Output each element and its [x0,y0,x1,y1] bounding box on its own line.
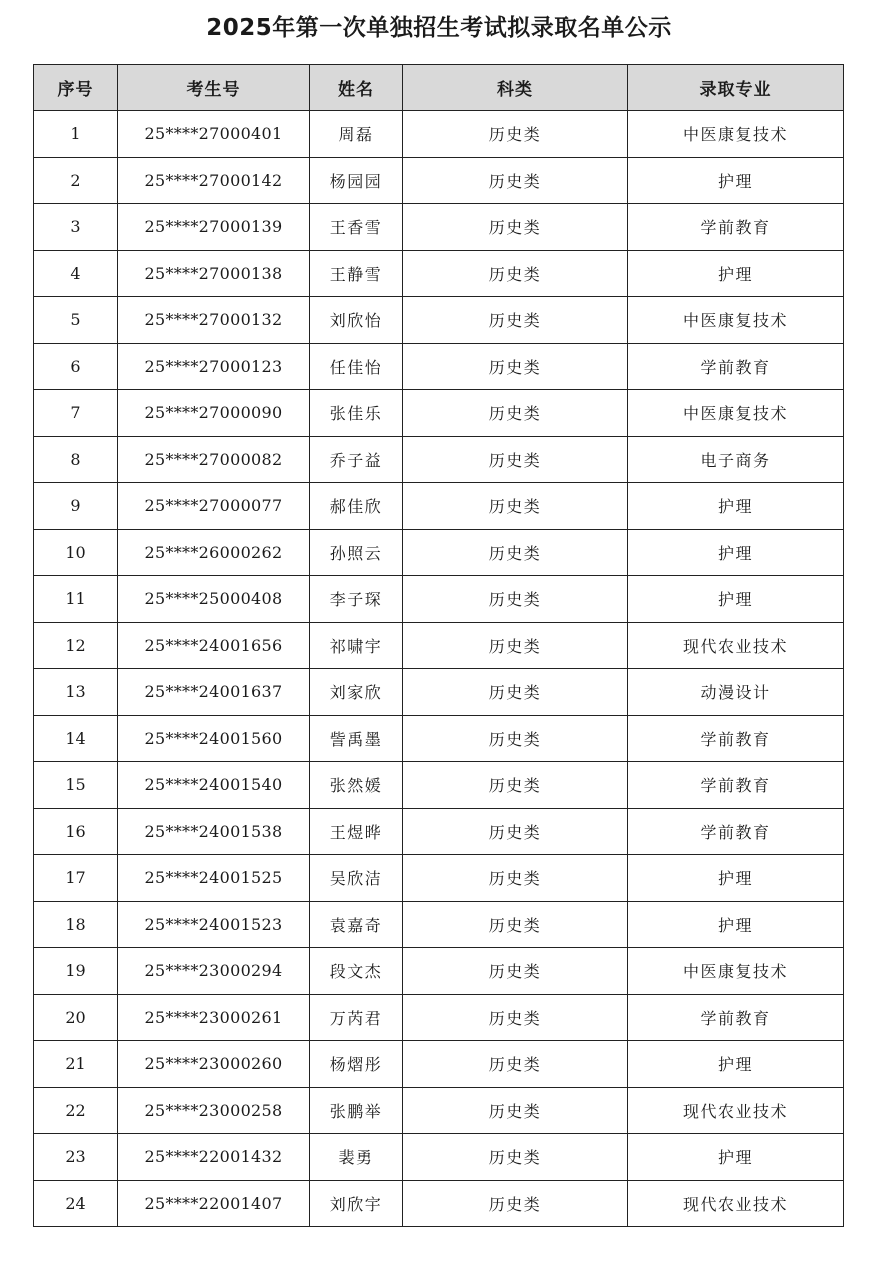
major-cell: 护理 [628,576,844,623]
table-row [34,576,844,623]
name-cell: 王香雪 [310,204,403,251]
name-cell: 訾禹墨 [310,715,403,762]
category-cell: 历史类 [403,343,628,390]
header-row [34,65,844,111]
table-row [34,808,844,855]
category-cell: 历史类 [403,762,628,809]
seq-cell: 3 [34,204,118,251]
category-cell: 历史类 [403,483,628,530]
exam-number-cell: 25****27000090 [118,390,310,437]
column-header-major: 录取专业 [628,65,844,111]
table-row [34,901,844,948]
table-row [34,343,844,390]
table-row [34,715,844,762]
exam-number-cell: 25****23000294 [118,948,310,995]
table-body [34,111,844,1227]
name-cell: 刘家欣 [310,669,403,716]
category-cell: 历史类 [403,436,628,483]
exam-number-cell: 25****27000123 [118,343,310,390]
name-cell: 张然媛 [310,762,403,809]
major-cell: 护理 [628,529,844,576]
column-header-exam-number: 考生号 [118,65,310,111]
exam-number-cell: 25****27000138 [118,250,310,297]
category-cell: 历史类 [403,250,628,297]
category-cell: 历史类 [403,669,628,716]
major-cell: 中医康复技术 [628,111,844,158]
exam-number-cell: 25****27000142 [118,157,310,204]
category-cell: 历史类 [403,715,628,762]
major-cell: 学前教育 [628,994,844,1041]
seq-cell: 22 [34,1087,118,1134]
name-cell: 段文杰 [310,948,403,995]
seq-cell: 11 [34,576,118,623]
seq-cell: 15 [34,762,118,809]
table-row [34,1180,844,1227]
name-cell: 王煜晔 [310,808,403,855]
table-row [34,762,844,809]
major-cell: 中医康复技术 [628,297,844,344]
exam-number-cell: 25****26000262 [118,529,310,576]
exam-number-cell: 25****25000408 [118,576,310,623]
table-row [34,948,844,995]
category-cell: 历史类 [403,157,628,204]
name-cell: 吴欣洁 [310,855,403,902]
name-cell: 张鹏举 [310,1087,403,1134]
name-cell: 袁嘉奇 [310,901,403,948]
seq-cell: 12 [34,622,118,669]
table-row [34,1134,844,1181]
seq-cell: 7 [34,390,118,437]
exam-number-cell: 25****27000077 [118,483,310,530]
seq-cell: 9 [34,483,118,530]
major-cell: 护理 [628,1134,844,1181]
table-row [34,855,844,902]
page-title: 2025年第一次单独招生考试拟录取名单公示 [206,15,672,41]
major-cell: 动漫设计 [628,669,844,716]
table-row [34,390,844,437]
category-cell: 历史类 [403,576,628,623]
name-cell: 祁啸宇 [310,622,403,669]
seq-cell: 6 [34,343,118,390]
category-cell: 历史类 [403,529,628,576]
seq-cell: 1 [34,111,118,158]
name-cell: 杨熠彤 [310,1041,403,1088]
exam-number-cell: 25****23000258 [118,1087,310,1134]
column-header-seq: 序号 [34,65,118,111]
seq-cell: 10 [34,529,118,576]
seq-cell: 2 [34,157,118,204]
category-cell: 历史类 [403,855,628,902]
table-header [34,65,844,111]
major-cell: 电子商务 [628,436,844,483]
category-cell: 历史类 [403,808,628,855]
major-cell: 护理 [628,1041,844,1088]
exam-number-cell: 25****27000132 [118,297,310,344]
major-cell: 学前教育 [628,204,844,251]
exam-number-cell: 25****24001523 [118,901,310,948]
table-row [34,157,844,204]
name-cell: 任佳怡 [310,343,403,390]
category-cell: 历史类 [403,297,628,344]
seq-cell: 19 [34,948,118,995]
name-cell: 杨园园 [310,157,403,204]
exam-number-cell: 25****24001525 [118,855,310,902]
seq-cell: 16 [34,808,118,855]
category-cell: 历史类 [403,1041,628,1088]
name-cell: 张佳乐 [310,390,403,437]
table-row [34,529,844,576]
name-cell: 王静雪 [310,250,403,297]
table-row [34,436,844,483]
category-cell: 历史类 [403,111,628,158]
table-row [34,297,844,344]
category-cell: 历史类 [403,901,628,948]
major-cell: 护理 [628,901,844,948]
table-row [34,111,844,158]
name-cell: 郝佳欣 [310,483,403,530]
name-cell: 乔子益 [310,436,403,483]
exam-number-cell: 25****24001560 [118,715,310,762]
exam-number-cell: 25****27000401 [118,111,310,158]
exam-number-cell: 25****22001432 [118,1134,310,1181]
name-cell: 裴勇 [310,1134,403,1181]
seq-cell: 17 [34,855,118,902]
table-row [34,1087,844,1134]
major-cell: 护理 [628,855,844,902]
seq-cell: 18 [34,901,118,948]
major-cell: 护理 [628,250,844,297]
major-cell: 中医康复技术 [628,948,844,995]
seq-cell: 8 [34,436,118,483]
major-cell: 学前教育 [628,715,844,762]
admission-table [33,64,844,1227]
seq-cell: 21 [34,1041,118,1088]
category-cell: 历史类 [403,948,628,995]
exam-number-cell: 25****23000260 [118,1041,310,1088]
exam-number-cell: 25****24001656 [118,622,310,669]
major-cell: 护理 [628,483,844,530]
name-cell: 刘欣怡 [310,297,403,344]
exam-number-cell: 25****27000139 [118,204,310,251]
table-row [34,204,844,251]
seq-cell: 24 [34,1180,118,1227]
major-cell: 护理 [628,157,844,204]
category-cell: 历史类 [403,204,628,251]
table-row [34,622,844,669]
exam-number-cell: 25****24001540 [118,762,310,809]
name-cell: 万芮君 [310,994,403,1041]
category-cell: 历史类 [403,1134,628,1181]
category-cell: 历史类 [403,622,628,669]
table-row [34,1041,844,1088]
seq-cell: 13 [34,669,118,716]
category-cell: 历史类 [403,390,628,437]
exam-number-cell: 25****24001637 [118,669,310,716]
seq-cell: 23 [34,1134,118,1181]
major-cell: 中医康复技术 [628,390,844,437]
seq-cell: 20 [34,994,118,1041]
seq-cell: 14 [34,715,118,762]
exam-number-cell: 25****24001538 [118,808,310,855]
major-cell: 现代农业技术 [628,622,844,669]
major-cell: 学前教育 [628,808,844,855]
category-cell: 历史类 [403,994,628,1041]
table-row [34,250,844,297]
category-cell: 历史类 [403,1180,628,1227]
seq-cell: 4 [34,250,118,297]
name-cell: 李子琛 [310,576,403,623]
exam-number-cell: 25****23000261 [118,994,310,1041]
seq-cell: 5 [34,297,118,344]
exam-number-cell: 25****27000082 [118,436,310,483]
column-header-category: 科类 [403,65,628,111]
exam-number-cell: 25****22001407 [118,1180,310,1227]
name-cell: 刘欣宇 [310,1180,403,1227]
table-row [34,669,844,716]
name-cell: 孙照云 [310,529,403,576]
major-cell: 学前教育 [628,762,844,809]
major-cell: 现代农业技术 [628,1180,844,1227]
table-row [34,994,844,1041]
table-row [34,483,844,530]
major-cell: 学前教育 [628,343,844,390]
column-header-name: 姓名 [310,65,403,111]
category-cell: 历史类 [403,1087,628,1134]
name-cell: 周磊 [310,111,403,158]
major-cell: 现代农业技术 [628,1087,844,1134]
